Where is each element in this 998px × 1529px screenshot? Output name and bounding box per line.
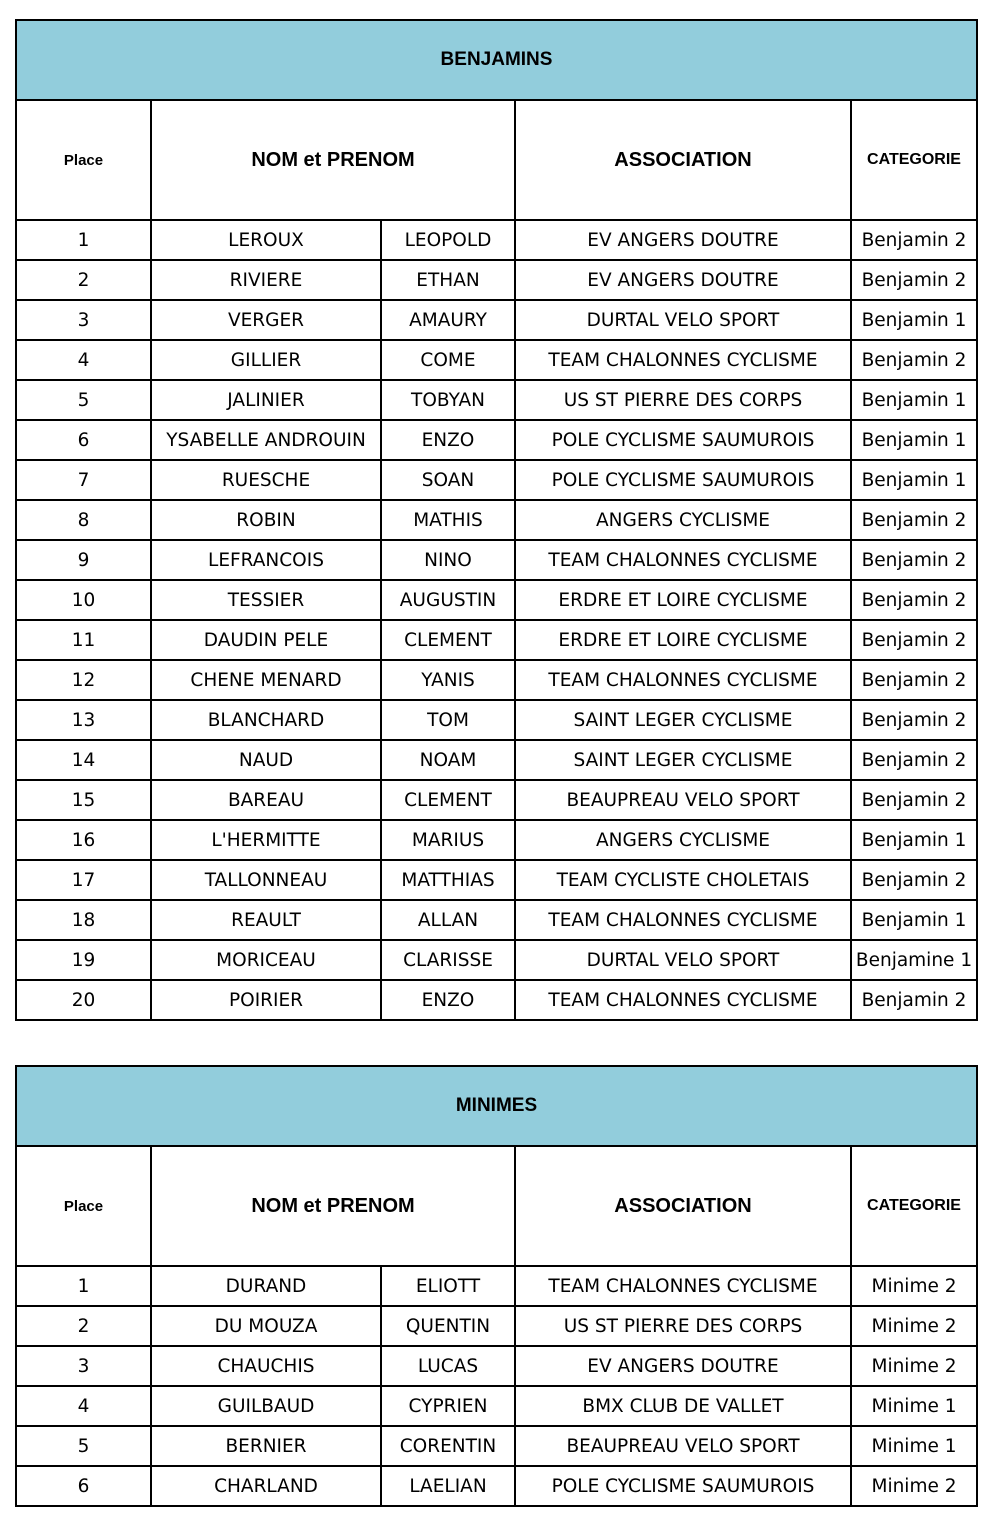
first-name-cell: CLARISSE (381, 940, 515, 980)
last-name-cell: L'HERMITTE (151, 820, 381, 860)
last-name-cell: POIRIER (151, 980, 381, 1020)
association-header: ASSOCIATION (515, 100, 851, 220)
table-row (16, 820, 977, 860)
table-row (16, 540, 977, 580)
category-cell: Benjamin 2 (851, 500, 977, 540)
table-row (16, 860, 977, 900)
category-header: CATEGORIE (851, 1146, 977, 1266)
association-cell: POLE CYCLISME SAUMUROIS (515, 1466, 851, 1506)
place-cell: 17 (16, 860, 151, 900)
table-row (16, 1386, 977, 1426)
category-cell: Benjamin 1 (851, 900, 977, 940)
place-cell: 19 (16, 940, 151, 980)
place-cell: 2 (16, 1306, 151, 1346)
first-name-cell: CORENTIN (381, 1426, 515, 1466)
association-cell: TEAM CHALONNES CYCLISME (515, 900, 851, 940)
first-name-cell: ENZO (381, 420, 515, 460)
first-name-cell: CLEMENT (381, 620, 515, 660)
first-name-cell: MATTHIAS (381, 860, 515, 900)
association-cell: ANGERS CYCLISME (515, 500, 851, 540)
last-name-cell: BLANCHARD (151, 700, 381, 740)
category-header: CATEGORIE (851, 100, 977, 220)
table-row (16, 1306, 977, 1346)
last-name-cell: YSABELLE ANDROUIN (151, 420, 381, 460)
last-name-cell: REAULT (151, 900, 381, 940)
table-row (16, 700, 977, 740)
place-cell: 12 (16, 660, 151, 700)
place-cell: 1 (16, 1266, 151, 1306)
association-cell: EV ANGERS DOUTRE (515, 220, 851, 260)
first-name-cell: COME (381, 340, 515, 380)
table-row (16, 260, 977, 300)
first-name-cell: SOAN (381, 460, 515, 500)
last-name-cell: RUESCHE (151, 460, 381, 500)
last-name-cell: JALINIER (151, 380, 381, 420)
association-cell: ERDRE ET LOIRE CYCLISME (515, 620, 851, 660)
table-row (16, 660, 977, 700)
table-row (16, 780, 977, 820)
category-cell: Minime 2 (851, 1306, 977, 1346)
association-cell: POLE CYCLISME SAUMUROIS (515, 460, 851, 500)
place-cell: 8 (16, 500, 151, 540)
table-row (16, 580, 977, 620)
place-cell: 16 (16, 820, 151, 860)
association-cell: SAINT LEGER CYCLISME (515, 740, 851, 780)
category-cell: Benjamin 2 (851, 340, 977, 380)
place-cell: 15 (16, 780, 151, 820)
first-name-cell: ELIOTT (381, 1266, 515, 1306)
category-cell: Benjamin 2 (851, 980, 977, 1020)
table-row (16, 380, 977, 420)
category-cell: Benjamin 2 (851, 220, 977, 260)
first-name-cell: CLEMENT (381, 780, 515, 820)
first-name-cell: QUENTIN (381, 1306, 515, 1346)
category-cell: Minime 2 (851, 1466, 977, 1506)
category-cell: Benjamin 2 (851, 660, 977, 700)
name-header: NOM et PRENOM (151, 100, 515, 220)
association-cell: TEAM CHALONNES CYCLISME (515, 660, 851, 700)
place-cell: 1 (16, 220, 151, 260)
association-cell: TEAM CHALONNES CYCLISME (515, 980, 851, 1020)
association-cell: BEAUPREAU VELO SPORT (515, 1426, 851, 1466)
category-cell: Benjamin 1 (851, 820, 977, 860)
first-name-cell: MATHIS (381, 500, 515, 540)
last-name-cell: GILLIER (151, 340, 381, 380)
place-header: Place (16, 100, 151, 220)
first-name-cell: NINO (381, 540, 515, 580)
benjamins-results-table (15, 19, 978, 1021)
place-cell: 3 (16, 300, 151, 340)
table-row (16, 980, 977, 1020)
last-name-cell: CHAUCHIS (151, 1346, 381, 1386)
category-cell: Benjamin 2 (851, 620, 977, 660)
minimes-results-table (15, 1065, 978, 1507)
place-cell: 14 (16, 740, 151, 780)
category-cell: Benjamin 2 (851, 780, 977, 820)
first-name-cell: AMAURY (381, 300, 515, 340)
first-name-cell: MARIUS (381, 820, 515, 860)
first-name-cell: TOBYAN (381, 380, 515, 420)
last-name-cell: LEFRANCOIS (151, 540, 381, 580)
last-name-cell: CHENE MENARD (151, 660, 381, 700)
table-row (16, 220, 977, 260)
first-name-cell: TOM (381, 700, 515, 740)
association-header: ASSOCIATION (515, 1146, 851, 1266)
last-name-cell: CHARLAND (151, 1466, 381, 1506)
table-row (16, 500, 977, 540)
first-name-cell: ENZO (381, 980, 515, 1020)
first-name-cell: AUGUSTIN (381, 580, 515, 620)
last-name-cell: VERGER (151, 300, 381, 340)
category-cell: Benjamin 2 (851, 860, 977, 900)
last-name-cell: NAUD (151, 740, 381, 780)
table-row (16, 620, 977, 660)
first-name-cell: ALLAN (381, 900, 515, 940)
place-cell: 4 (16, 340, 151, 380)
place-cell: 7 (16, 460, 151, 500)
section-title: MINIMES (16, 1066, 977, 1146)
last-name-cell: MORICEAU (151, 940, 381, 980)
place-header: Place (16, 1146, 151, 1266)
association-cell: SAINT LEGER CYCLISME (515, 700, 851, 740)
table-row (16, 420, 977, 460)
table-row (16, 1426, 977, 1466)
first-name-cell: LAELIAN (381, 1466, 515, 1506)
first-name-cell: YANIS (381, 660, 515, 700)
association-cell: BEAUPREAU VELO SPORT (515, 780, 851, 820)
last-name-cell: RIVIERE (151, 260, 381, 300)
last-name-cell: BAREAU (151, 780, 381, 820)
association-cell: EV ANGERS DOUTRE (515, 260, 851, 300)
place-cell: 18 (16, 900, 151, 940)
category-cell: Benjamin 1 (851, 460, 977, 500)
table-row (16, 900, 977, 940)
table-row (16, 1466, 977, 1506)
place-cell: 10 (16, 580, 151, 620)
name-header: NOM et PRENOM (151, 1146, 515, 1266)
table-row (16, 340, 977, 380)
category-cell: Benjamin 2 (851, 700, 977, 740)
category-cell: Benjamin 1 (851, 380, 977, 420)
place-cell: 2 (16, 260, 151, 300)
last-name-cell: ROBIN (151, 500, 381, 540)
category-cell: Benjamin 1 (851, 420, 977, 460)
category-cell: Minime 1 (851, 1386, 977, 1426)
association-cell: US ST PIERRE DES CORPS (515, 380, 851, 420)
place-cell: 6 (16, 1466, 151, 1506)
last-name-cell: LEROUX (151, 220, 381, 260)
place-cell: 13 (16, 700, 151, 740)
category-cell: Benjamin 2 (851, 260, 977, 300)
association-cell: ANGERS CYCLISME (515, 820, 851, 860)
last-name-cell: DAUDIN PELE (151, 620, 381, 660)
section-title: BENJAMINS (16, 20, 977, 100)
place-cell: 4 (16, 1386, 151, 1426)
category-cell: Benjamin 2 (851, 580, 977, 620)
table-row (16, 1346, 977, 1386)
association-cell: POLE CYCLISME SAUMUROIS (515, 420, 851, 460)
association-cell: TEAM CHALONNES CYCLISME (515, 1266, 851, 1306)
place-cell: 5 (16, 1426, 151, 1466)
association-cell: TEAM CYCLISTE CHOLETAIS (515, 860, 851, 900)
first-name-cell: LEOPOLD (381, 220, 515, 260)
association-cell: DURTAL VELO SPORT (515, 940, 851, 980)
first-name-cell: ETHAN (381, 260, 515, 300)
category-cell: Benjamine 1 (851, 940, 977, 980)
association-cell: TEAM CHALONNES CYCLISME (515, 540, 851, 580)
first-name-cell: CYPRIEN (381, 1386, 515, 1426)
place-cell: 3 (16, 1346, 151, 1386)
category-cell: Minime 2 (851, 1346, 977, 1386)
last-name-cell: GUILBAUD (151, 1386, 381, 1426)
last-name-cell: DURAND (151, 1266, 381, 1306)
last-name-cell: TALLONNEAU (151, 860, 381, 900)
category-cell: Minime 1 (851, 1426, 977, 1466)
association-cell: TEAM CHALONNES CYCLISME (515, 340, 851, 380)
category-cell: Benjamin 2 (851, 740, 977, 780)
table-row (16, 940, 977, 980)
table-row (16, 460, 977, 500)
association-cell: EV ANGERS DOUTRE (515, 1346, 851, 1386)
last-name-cell: BERNIER (151, 1426, 381, 1466)
table-row (16, 300, 977, 340)
place-cell: 5 (16, 380, 151, 420)
category-cell: Benjamin 1 (851, 300, 977, 340)
place-cell: 6 (16, 420, 151, 460)
table-row (16, 740, 977, 780)
category-cell: Minime 2 (851, 1266, 977, 1306)
association-cell: BMX CLUB DE VALLET (515, 1386, 851, 1426)
place-cell: 20 (16, 980, 151, 1020)
association-cell: US ST PIERRE DES CORPS (515, 1306, 851, 1346)
table-row (16, 1266, 977, 1306)
association-cell: DURTAL VELO SPORT (515, 300, 851, 340)
place-cell: 11 (16, 620, 151, 660)
category-cell: Benjamin 2 (851, 540, 977, 580)
place-cell: 9 (16, 540, 151, 580)
last-name-cell: DU MOUZA (151, 1306, 381, 1346)
first-name-cell: LUCAS (381, 1346, 515, 1386)
last-name-cell: TESSIER (151, 580, 381, 620)
first-name-cell: NOAM (381, 740, 515, 780)
association-cell: ERDRE ET LOIRE CYCLISME (515, 580, 851, 620)
